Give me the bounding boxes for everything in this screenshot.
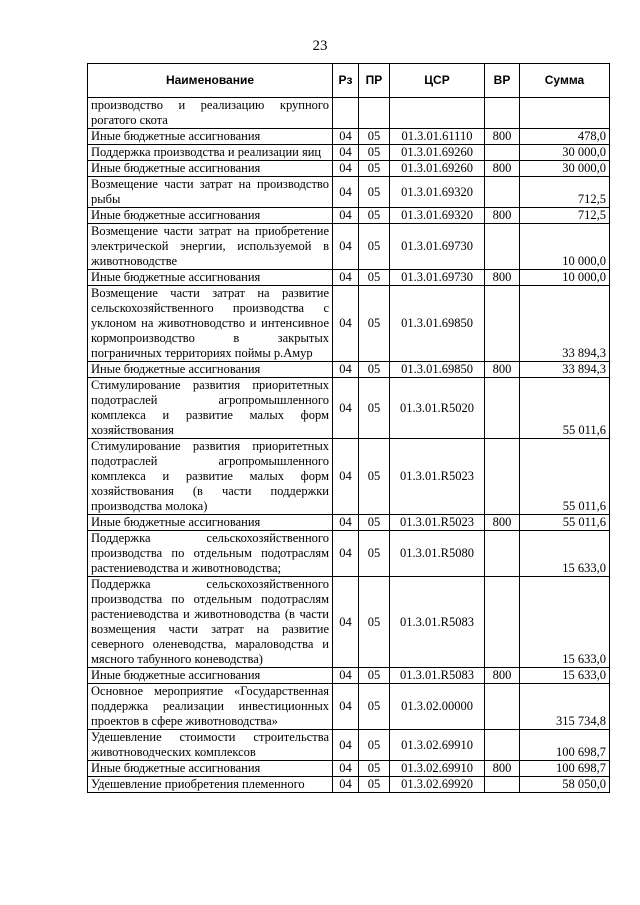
cell-vr: 800	[485, 161, 520, 177]
cell-pr: 05	[359, 270, 390, 286]
cell-csr: 01.3.01.69260	[390, 145, 485, 161]
cell-rz	[333, 98, 359, 129]
cell-vr	[485, 684, 520, 730]
cell-rz: 04	[333, 777, 359, 793]
cell-csr: 01.3.01.69320	[390, 208, 485, 224]
table-body	[88, 98, 610, 793]
cell-pr	[359, 98, 390, 129]
cell-vr	[485, 531, 520, 577]
table-row	[88, 515, 610, 531]
cell-sum: 58 050,0	[520, 777, 610, 793]
cell-sum: 10 000,0	[520, 270, 610, 286]
cell-rz: 04	[333, 761, 359, 777]
cell-name: Иные бюджетные ассигнования	[88, 362, 333, 378]
cell-rz: 04	[333, 161, 359, 177]
cell-name: Стимулирование развития приоритетных подотраслей агропромышленного комплекса и развитие малых форм хозяйствования (в части поддержки производства молока)	[88, 439, 333, 515]
column-header-csr: ЦСР	[390, 64, 485, 98]
table-row	[88, 208, 610, 224]
cell-rz: 04	[333, 362, 359, 378]
cell-vr: 800	[485, 362, 520, 378]
table-row	[88, 161, 610, 177]
table-row	[88, 286, 610, 362]
table-row	[88, 684, 610, 730]
cell-vr	[485, 378, 520, 439]
cell-rz: 04	[333, 577, 359, 668]
cell-sum: 478,0	[520, 129, 610, 145]
cell-csr: 01.3.01.69850	[390, 286, 485, 362]
cell-sum: 15 633,0	[520, 531, 610, 577]
cell-rz: 04	[333, 668, 359, 684]
cell-vr: 800	[485, 208, 520, 224]
cell-sum: 15 633,0	[520, 668, 610, 684]
table-row	[88, 224, 610, 270]
cell-vr	[485, 177, 520, 208]
cell-sum: 15 633,0	[520, 577, 610, 668]
cell-rz: 04	[333, 439, 359, 515]
cell-csr: 01.3.02.69920	[390, 777, 485, 793]
cell-sum: 55 011,6	[520, 439, 610, 515]
cell-sum: 712,5	[520, 177, 610, 208]
table-header-row	[88, 64, 610, 98]
cell-rz: 04	[333, 177, 359, 208]
cell-csr: 01.3.01.69320	[390, 177, 485, 208]
cell-sum: 55 011,6	[520, 515, 610, 531]
table-row	[88, 98, 610, 129]
cell-pr: 05	[359, 177, 390, 208]
table-row	[88, 177, 610, 208]
cell-name: Возмещение части затрат на приобретение электрической энергии, используемой в животноводстве	[88, 224, 333, 270]
cell-vr	[485, 730, 520, 761]
cell-name: Иные бюджетные ассигнования	[88, 208, 333, 224]
cell-sum: 100 698,7	[520, 730, 610, 761]
cell-csr: 01.3.01.69730	[390, 270, 485, 286]
table-row	[88, 129, 610, 145]
cell-sum: 30 000,0	[520, 161, 610, 177]
table-row	[88, 145, 610, 161]
table-row	[88, 270, 610, 286]
cell-vr	[485, 145, 520, 161]
table-row	[88, 777, 610, 793]
cell-csr: 01.3.01.R5020	[390, 378, 485, 439]
cell-name: Поддержка сельскохозяйственного производства по отдельным подотраслям растениеводства и животноводства;	[88, 531, 333, 577]
cell-sum: 33 894,3	[520, 286, 610, 362]
cell-csr: 01.3.02.00000	[390, 684, 485, 730]
cell-sum: 315 734,8	[520, 684, 610, 730]
cell-pr: 05	[359, 577, 390, 668]
cell-pr: 05	[359, 439, 390, 515]
table-row	[88, 577, 610, 668]
cell-csr: 01.3.01.69260	[390, 161, 485, 177]
table-row	[88, 439, 610, 515]
column-header-sum: Сумма	[520, 64, 610, 98]
cell-csr: 01.3.02.69910	[390, 761, 485, 777]
cell-pr: 05	[359, 208, 390, 224]
cell-vr	[485, 224, 520, 270]
cell-name: производство и реализацию крупного рогатого скота	[88, 98, 333, 129]
cell-pr: 05	[359, 224, 390, 270]
page-number: 23	[312, 38, 328, 54]
cell-name: Основное мероприятие «Государственная поддержка реализации инвестиционных проектов в сфере животноводства»	[88, 684, 333, 730]
cell-name: Поддержка сельскохозяйственного производства по отдельным подотраслям растениеводства и животноводства (в части возмещения части затрат на развитие северного оленеводства, мараловодства и мясного табунного коневодства)	[88, 577, 333, 668]
cell-name: Удешевление приобретения племенного	[88, 777, 333, 793]
cell-pr: 05	[359, 668, 390, 684]
cell-name: Иные бюджетные ассигнования	[88, 761, 333, 777]
cell-pr: 05	[359, 161, 390, 177]
cell-rz: 04	[333, 286, 359, 362]
cell-sum: 33 894,3	[520, 362, 610, 378]
cell-pr: 05	[359, 730, 390, 761]
cell-vr: 800	[485, 129, 520, 145]
cell-csr: 01.3.01.R5023	[390, 515, 485, 531]
cell-vr	[485, 777, 520, 793]
cell-sum	[520, 98, 610, 129]
cell-vr	[485, 577, 520, 668]
cell-csr	[390, 98, 485, 129]
cell-csr: 01.3.01.R5023	[390, 439, 485, 515]
cell-name: Иные бюджетные ассигнования	[88, 515, 333, 531]
table-row	[88, 378, 610, 439]
cell-vr	[485, 439, 520, 515]
table-row	[88, 761, 610, 777]
cell-pr: 05	[359, 286, 390, 362]
cell-name: Иные бюджетные ассигнования	[88, 270, 333, 286]
cell-csr: 01.3.01.69730	[390, 224, 485, 270]
cell-name: Иные бюджетные ассигнования	[88, 161, 333, 177]
column-header-vr: ВР	[485, 64, 520, 98]
cell-csr: 01.3.01.R5083	[390, 668, 485, 684]
cell-csr: 01.3.01.R5080	[390, 531, 485, 577]
cell-pr: 05	[359, 515, 390, 531]
cell-sum: 30 000,0	[520, 145, 610, 161]
cell-name: Удешевление стоимости строительства животноводческих комплексов	[88, 730, 333, 761]
cell-pr: 05	[359, 531, 390, 577]
cell-rz: 04	[333, 378, 359, 439]
cell-pr: 05	[359, 684, 390, 730]
cell-pr: 05	[359, 362, 390, 378]
budget-table	[87, 63, 610, 793]
cell-name: Стимулирование развития приоритетных подотраслей агропромышленного комплекса и развитие малых форм хозяйствования	[88, 378, 333, 439]
cell-vr: 800	[485, 270, 520, 286]
cell-pr: 05	[359, 145, 390, 161]
cell-name: Поддержка производства и реализации яиц	[88, 145, 333, 161]
cell-csr: 01.3.01.R5083	[390, 577, 485, 668]
cell-name: Возмещение части затрат на производство рыбы	[88, 177, 333, 208]
cell-pr: 05	[359, 129, 390, 145]
cell-vr: 800	[485, 668, 520, 684]
table-row	[88, 668, 610, 684]
cell-rz: 04	[333, 129, 359, 145]
cell-pr: 05	[359, 761, 390, 777]
cell-name: Иные бюджетные ассигнования	[88, 129, 333, 145]
cell-sum: 712,5	[520, 208, 610, 224]
column-header-pr: ПР	[359, 64, 390, 98]
cell-rz: 04	[333, 730, 359, 761]
cell-csr: 01.3.02.69910	[390, 730, 485, 761]
cell-rz: 04	[333, 531, 359, 577]
table-row	[88, 362, 610, 378]
cell-name: Иные бюджетные ассигнования	[88, 668, 333, 684]
cell-sum: 55 011,6	[520, 378, 610, 439]
cell-name: Возмещение части затрат на развитие сельскохозяйственного производства с уклоном на животноводство и интенсивное кормопроизводство в закрытых пограничных территориях поймы р.Амур	[88, 286, 333, 362]
column-header-name: Наименование	[88, 64, 333, 98]
cell-vr: 800	[485, 515, 520, 531]
cell-sum: 100 698,7	[520, 761, 610, 777]
cell-rz: 04	[333, 208, 359, 224]
cell-csr: 01.3.01.69850	[390, 362, 485, 378]
cell-pr: 05	[359, 777, 390, 793]
cell-vr	[485, 98, 520, 129]
table-row	[88, 531, 610, 577]
cell-rz: 04	[333, 145, 359, 161]
cell-vr: 800	[485, 761, 520, 777]
cell-rz: 04	[333, 224, 359, 270]
cell-vr	[485, 286, 520, 362]
cell-csr: 01.3.01.61110	[390, 129, 485, 145]
cell-sum: 10 000,0	[520, 224, 610, 270]
column-header-rz: Рз	[333, 64, 359, 98]
cell-rz: 04	[333, 270, 359, 286]
cell-rz: 04	[333, 684, 359, 730]
cell-pr: 05	[359, 378, 390, 439]
table-row	[88, 730, 610, 761]
cell-rz: 04	[333, 515, 359, 531]
